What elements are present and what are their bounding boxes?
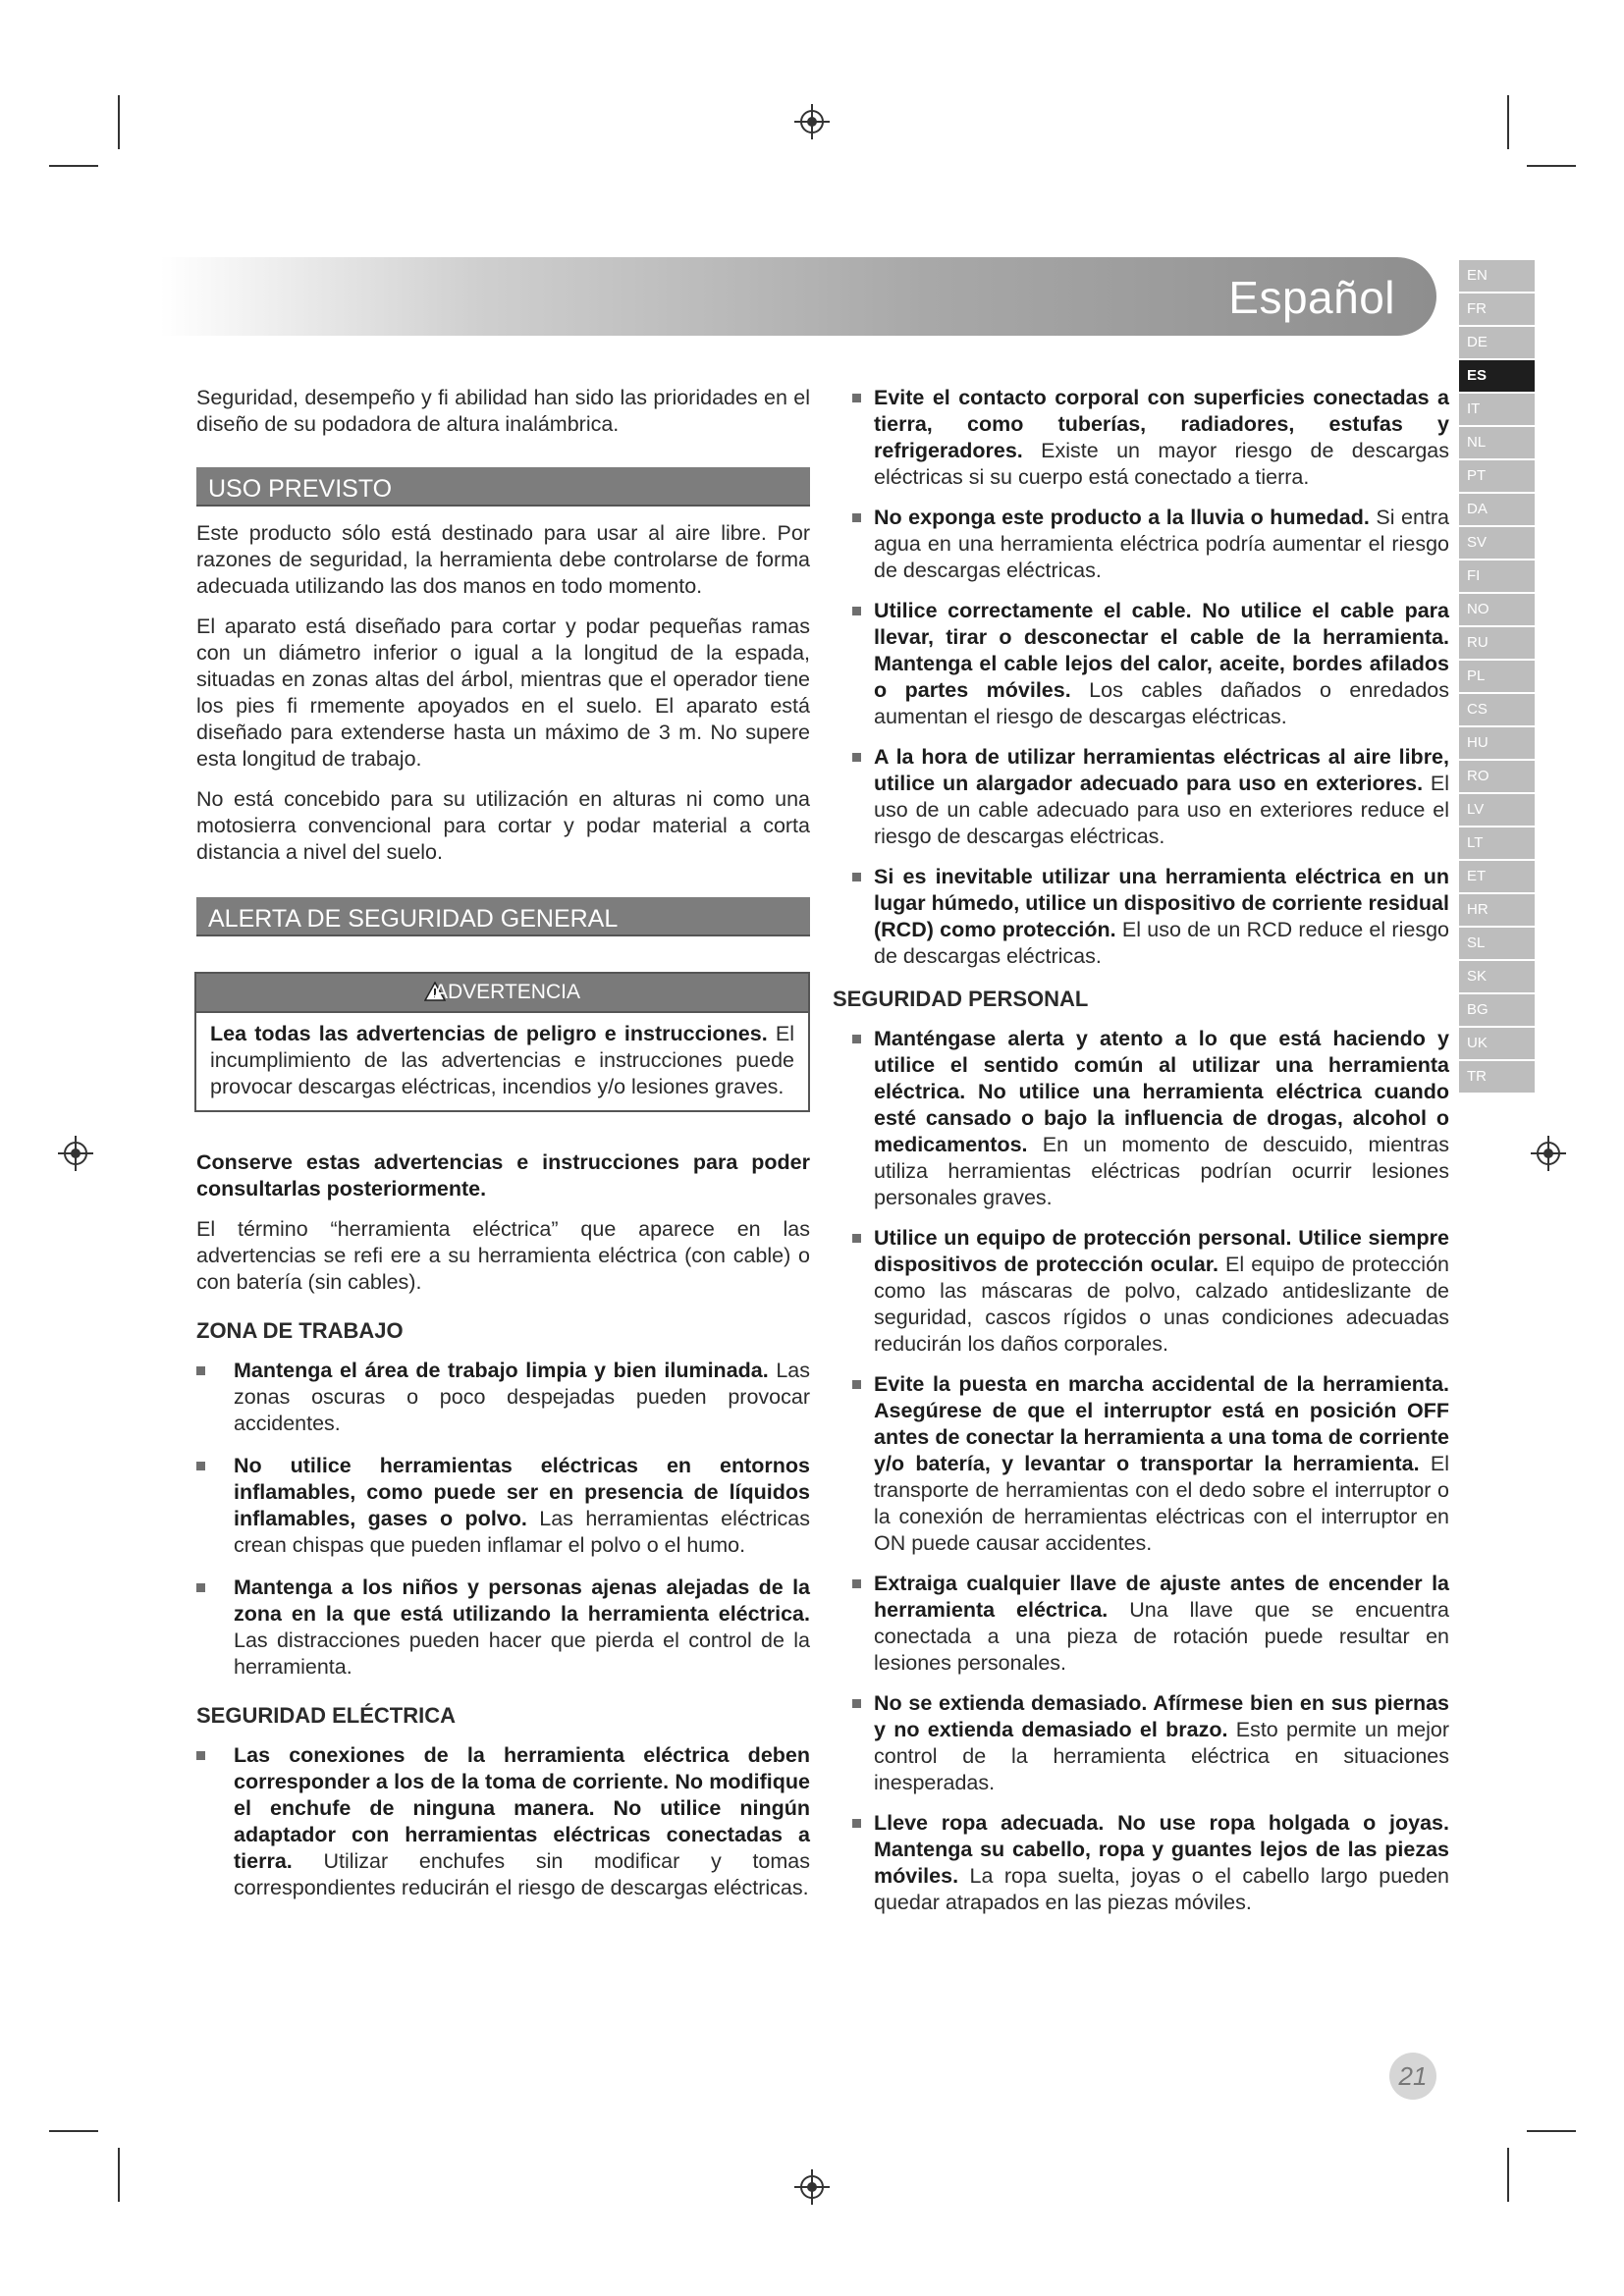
language-header-band: [160, 257, 1436, 336]
bullet-item: [833, 1225, 1449, 1358]
warning-text: El incumplimiento de las advertencias e instrucciones puede provocar descargas eléctricas, incendios y/o lesiones graves.: [210, 1022, 794, 1098]
bullet-bold-text: A la hora de utilizar herramientas eléctricas al aire libre, utilice un alargador adecuado para uso en exteriores.: [874, 745, 1449, 795]
language-tab-hr: HR: [1459, 894, 1535, 926]
language-tab-list: [1459, 260, 1535, 1095]
bullet-square-icon: [852, 607, 861, 615]
uso-previsto-paragraph-2: El aparato está diseñado para cortar y podar pequeñas ramas con un diámetro inferior o igual a la longitud de la espada, situadas en zonas altas del árbol, mientras que el operador tiene los pies fi rmemente apoyados en el suelo. El aparato está diseñado para extenderse hasta un máximo de 3 m. No supere esta longitud de trabajo.: [196, 614, 810, 771]
language-tab-tr: TR: [1459, 1061, 1535, 1093]
bullet-item: [833, 1571, 1449, 1677]
left-column: [196, 385, 810, 1917]
bullet-item: [833, 598, 1449, 730]
seguridad-personal-heading: SEGURIDAD PERSONAL: [833, 987, 1089, 1011]
conserve-paragraph: [196, 1149, 810, 1202]
crop-mark: [118, 2148, 120, 2202]
bullet-text: El equipo de protección como las máscaras de polvo, calzado antideslizante de seguridad, cascos rígidos o unas condiciones adecuadas reducirán los daños corporales.: [874, 1253, 1450, 1356]
warning-title-text: ADVERTENCIA: [434, 981, 580, 1003]
zona-heading: ZONA DE TRABAJO: [196, 1318, 404, 1343]
bullet-text: En un momento de descuido, mientras utiliza herramientas eléctricas podrían ocurrir lesiones personales graves.: [874, 1133, 1449, 1209]
bullet-text: Las zonas oscuras o poco despejadas pueden provocar accidentes.: [234, 1359, 810, 1435]
bullet-bold-text: Extraiga cualquier llave de ajuste antes de encender la herramienta eléctrica.: [874, 1572, 1449, 1622]
language-tab-sl: SL: [1459, 928, 1535, 959]
bullet-bold-text: Evite el contacto corporal con superficies conectadas a tierra, como tuberías, radiadores, estufas y refrigeradores.: [874, 386, 1449, 462]
bullet-square-icon: [196, 1462, 205, 1470]
right-column: [833, 385, 1449, 1930]
language-tab-hu: HU: [1459, 727, 1535, 759]
language-tab-fi: FI: [1459, 561, 1535, 592]
bullet-item: [833, 1810, 1449, 1916]
bullet-bold-text: Evite la puesta en marcha accidental de la herramienta. Asegúrese de que el interruptor está en posición OFF antes de conectar la herramienta a una toma de corriente y/o batería, y levantar o transportar la herramienta.: [874, 1372, 1449, 1475]
language-tab-et: ET: [1459, 861, 1535, 892]
intro-paragraph: Seguridad, desempeño y fi abilidad han sido las prioridades en el diseño de su podadora de altura inalámbrica.: [196, 386, 810, 436]
bullet-square-icon: [196, 1583, 205, 1592]
uso-previsto-paragraph-1: Este producto sólo está destinado para usar al aire libre. Por razones de seguridad, la herramienta debe controlarse de forma adecuada utilizando las dos manos en todo momento.: [196, 521, 810, 598]
page-title: Español: [1228, 272, 1395, 323]
bullet-square-icon: [196, 1751, 205, 1760]
language-tab-sv: SV: [1459, 527, 1535, 559]
bullet-item: [833, 1371, 1449, 1557]
bullet-text: Los cables dañados o enredados aumentan el riesgo de descargas eléctricas.: [874, 678, 1449, 728]
language-tab-cs: CS: [1459, 694, 1535, 725]
bullet-text: Las herramientas eléctricas crean chispas que pueden inflamar el polvo o el humo.: [234, 1507, 810, 1557]
bullet-square-icon: [852, 1579, 861, 1588]
language-tab-pt: PT: [1459, 460, 1535, 492]
language-tab-da: DA: [1459, 494, 1535, 525]
bullet-square-icon: [852, 873, 861, 881]
bullet-square-icon: [196, 1366, 205, 1375]
bullet-item: [833, 1690, 1449, 1796]
bullet-item: [196, 1453, 810, 1559]
bullet-item: [196, 1742, 810, 1901]
registration-mark-icon: [56, 1134, 95, 1173]
bullet-square-icon: [852, 394, 861, 402]
bullet-text: El uso de un RCD reduce el riesgo de descargas eléctricas.: [874, 918, 1449, 968]
bullet-item: [833, 864, 1449, 970]
bullet-bold-text: Utilice correctamente el cable. No utilice el cable para llevar, tirar o desconectar el cable de la herramienta. Mantenga el cable lejos del calor, aceite, bordes afilados o partes móviles.: [874, 599, 1449, 702]
bullet-square-icon: [852, 1699, 861, 1708]
section-heading-uso-previsto: USO PREVISTO: [196, 467, 810, 507]
language-tab-it: IT: [1459, 394, 1535, 425]
language-tab-lv: LV: [1459, 794, 1535, 826]
bullet-item: [196, 1358, 810, 1437]
bullet-text: El transporte de herramientas con el dedo sobre el interruptor o la conexión de herramientas eléctricas con el interruptor en ON puede causar accidentes.: [874, 1452, 1449, 1555]
bullet-bold-text: Utilice un equipo de protección personal. Utilice siempre dispositivos de protección ocular.: [874, 1226, 1449, 1276]
warning-bold-text: Lea todas las advertencias de peligro e instrucciones.: [210, 1022, 768, 1045]
conserve-text: Conserve estas advertencias e instrucciones para poder consultarlas posteriormente.: [196, 1150, 810, 1201]
bullet-bold-text: Mantenga a los niños y personas ajenas alejadas de la zona en la que está utilizando la herramienta eléctrica.: [234, 1575, 810, 1626]
bullet-bold-text: Las conexiones de la herramienta eléctrica deben corresponder a los de la toma de corriente. No modifique el enchufe de ninguna manera. No utilice ningún adaptador con herramientas eléctricas conectadas a tierra.: [234, 1743, 810, 1873]
language-tab-fr: FR: [1459, 294, 1535, 325]
bullet-square-icon: [852, 1234, 861, 1243]
bullet-text: Si entra agua en una herramienta eléctrica podría aumentar el riesgo de descargas eléctricas.: [874, 506, 1449, 582]
language-tab-uk: UK: [1459, 1028, 1535, 1059]
crop-mark: [49, 2130, 98, 2132]
language-tab-en: EN: [1459, 260, 1535, 292]
uso-previsto-paragraph-3: No está concebido para su utilización en alturas ni como una motosierra convencional para cortar y podar material a corta distancia a nivel del suelo.: [196, 787, 810, 864]
bullet-square-icon: [852, 753, 861, 762]
warning-box: [194, 972, 810, 1112]
bullet-text: Una llave que se encuentra conectada a una pieza de rotación puede resultar en lesiones personales.: [874, 1598, 1449, 1675]
language-tab-sk: SK: [1459, 961, 1535, 992]
bullet-bold-text: Lleve ropa adecuada. No use ropa holgada o joyas. Mantenga su cabello, ropa y guantes lejos de las piezas móviles.: [874, 1811, 1449, 1888]
warning-body: [196, 1013, 808, 1110]
seguridad-electrica-heading: SEGURIDAD ELÉCTRICA: [196, 1703, 457, 1728]
bullet-text: Existe un mayor riesgo de descargas eléctricas si su cuerpo está conectado a tierra.: [874, 439, 1449, 489]
bullet-item: [833, 385, 1449, 491]
language-tab-no: NO: [1459, 594, 1535, 625]
bullet-bold-text: Manténgase alerta y atento a lo que está haciendo y utilice el sentido común al utilizar una herramienta eléctrica. No utilice una herramienta eléctrica cuando esté cansado o bajo la influencia de drogas, alcohol o medicamentos.: [874, 1027, 1449, 1156]
language-tab-bg: BG: [1459, 994, 1535, 1026]
language-tab-es: ES: [1459, 360, 1535, 392]
crop-mark: [1507, 95, 1509, 149]
zona-bullet-list: [196, 1358, 810, 1681]
crop-mark: [118, 95, 120, 149]
bullet-bold-text: No se extienda demasiado. Afírmese bien en sus piernas y no extienda demasiado el brazo.: [874, 1691, 1449, 1741]
crop-mark: [1527, 2130, 1576, 2132]
bullet-item: [196, 1575, 810, 1681]
bullet-item: [833, 1026, 1449, 1211]
bullet-square-icon: [852, 1380, 861, 1389]
bullet-bold-text: No utilice herramientas eléctricas en entornos inflamables, como puede ser en presencia de líquidos inflamables, gases o polvo.: [234, 1454, 810, 1530]
language-tab-lt: LT: [1459, 828, 1535, 859]
bullet-text: Esto permite un mejor control de la herramienta eléctrica en situaciones inesperadas.: [874, 1718, 1449, 1794]
bullet-bold-text: No exponga este producto a la lluvia o humedad.: [874, 506, 1370, 529]
warning-title: [196, 974, 808, 1013]
page-number: 21: [1389, 2053, 1436, 2100]
seguridad-electrica-bullet-list: [196, 1742, 810, 1901]
registration-mark-icon: [1529, 1134, 1568, 1173]
bullet-text: La ropa suelta, joyas o el cabello largo pueden quedar atrapados en las piezas móviles.: [874, 1864, 1449, 1914]
bullet-bold-text: Mantenga el área de trabajo limpia y bien iluminada.: [234, 1359, 769, 1382]
electrica-bullet-list-continued: [833, 385, 1449, 970]
bullet-text: Las distracciones pueden hacer que pierda el control de la herramienta.: [234, 1629, 810, 1679]
crop-mark: [1507, 2148, 1509, 2202]
registration-mark-icon: [792, 2167, 832, 2207]
seguridad-personal-bullet-list: [833, 1026, 1449, 1916]
bullet-item: [833, 744, 1449, 850]
section-heading-alerta: ALERTA DE SEGURIDAD GENERAL: [196, 897, 810, 936]
bullet-text: Utilizar enchufes sin modificar y tomas correspondientes reducirán el riesgo de descargas eléctricas.: [234, 1849, 810, 1899]
crop-mark: [1527, 165, 1576, 167]
bullet-square-icon: [852, 1819, 861, 1828]
language-tab-nl: NL: [1459, 427, 1535, 458]
bullet-item: [833, 505, 1449, 584]
registration-mark-icon: [792, 102, 832, 141]
bullet-square-icon: [852, 513, 861, 522]
language-tab-ru: RU: [1459, 627, 1535, 659]
bullet-text: El uso de un cable adecuado para uso en exteriores reduce el riesgo de descargas eléctricas.: [874, 772, 1449, 848]
termino-paragraph: El término “herramienta eléctrica” que aparece en las advertencias se refi ere a su herramienta eléctrica (con cable) o con batería (sin cables).: [196, 1217, 810, 1294]
language-tab-ro: RO: [1459, 761, 1535, 792]
language-tab-de: DE: [1459, 327, 1535, 358]
crop-mark: [49, 165, 98, 167]
language-tab-pl: PL: [1459, 661, 1535, 692]
bullet-square-icon: [852, 1035, 861, 1043]
bullet-bold-text: Si es inevitable utilizar una herramienta eléctrica en un lugar húmedo, utilice un dispositivo de corriente residual (RCD) como protección.: [874, 865, 1449, 941]
